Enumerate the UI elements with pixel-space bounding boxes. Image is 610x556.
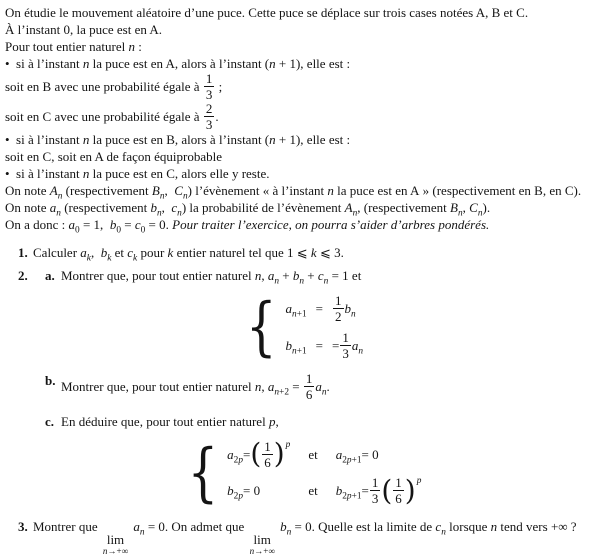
subscript: n <box>156 208 162 219</box>
item-letter: b. <box>45 373 56 388</box>
subscript: n <box>57 191 63 202</box>
exponent: p <box>285 439 291 450</box>
denominator: 3 <box>205 87 213 103</box>
text-run: Montrer que, pour tout entier naturel <box>61 268 255 283</box>
text-run: = <box>315 301 323 317</box>
left-paren: ( <box>250 437 262 471</box>
subscripted-var: $b_n$ <box>150 200 162 219</box>
subscripted-var: $c_k$ <box>127 245 138 264</box>
text-line <box>5 148 604 165</box>
text-run: = 1, <box>79 217 110 232</box>
subscript: n+1 <box>292 309 307 320</box>
subscripted-var: $a_{n+2}$ <box>267 379 289 398</box>
item-content <box>33 244 604 264</box>
subscript: n <box>56 208 61 219</box>
text-line <box>5 38 604 55</box>
math-var: n <box>327 183 334 198</box>
text-run: = <box>315 337 323 353</box>
system-rows <box>227 437 422 507</box>
text-run: On note <box>5 200 50 215</box>
math-var: k <box>167 245 174 260</box>
fraction <box>204 72 215 102</box>
text-run: • si à l’instant <box>5 132 83 147</box>
left-brace: { <box>245 290 277 364</box>
denominator: 3 <box>205 116 213 132</box>
math-var: k <box>310 245 317 260</box>
item-content <box>61 267 604 287</box>
text-run: = 0. On admet que <box>144 518 248 534</box>
limit-underscript: n→+∞ <box>102 545 129 556</box>
math-var: p <box>268 413 276 429</box>
text-line <box>5 21 604 38</box>
text-run: ⩽ 3. <box>316 245 344 260</box>
equation-cell <box>335 446 422 466</box>
text-run: On a donc : <box>5 217 69 232</box>
subscript: n <box>159 191 165 202</box>
denominator: 3 <box>342 345 349 361</box>
limit-underscript: n→+∞ <box>249 545 275 556</box>
equation-cell <box>227 437 291 471</box>
text-run: = <box>288 379 303 395</box>
math-var: n <box>254 268 262 283</box>
subscripted-var: $c_n$ <box>317 268 329 287</box>
text-run: la puce est en B, alors à l’instant ( <box>89 132 270 147</box>
subscripted-var: $A_n$ <box>344 200 358 219</box>
subscripted-var: $c_0$ <box>134 217 146 236</box>
list-item <box>5 413 604 430</box>
numerator: 1 <box>205 71 213 86</box>
text-run: Calculer <box>33 245 81 260</box>
text-run: , (respectivement <box>357 200 451 215</box>
numerator: 2 <box>205 100 213 116</box>
right-paren: ) <box>404 473 416 507</box>
limit-word: lim <box>106 531 125 547</box>
equation-cell <box>316 337 323 354</box>
text-run: la puce est en A, alors à l’instant ( <box>89 56 270 71</box>
text-run: On étudie le mouvement aléatoire d’une puce. Cette puce se déplace sur trois cases notées A, B et C. <box>5 5 529 20</box>
text-run: Montrer que, pour tout entier naturel <box>61 379 255 395</box>
text-line <box>5 131 604 148</box>
subscripted-var: $c_n$ <box>171 200 182 219</box>
fraction <box>370 476 381 506</box>
text-run: , <box>275 413 279 429</box>
text-run: lorsque <box>445 518 491 534</box>
text-run: tend vers +∞ ? <box>497 518 577 534</box>
item-letter: c. <box>45 413 55 429</box>
item-content <box>33 518 604 556</box>
subscripted-var: $a_n$ <box>49 200 61 219</box>
math-var: n <box>82 132 90 147</box>
denominator: 3 <box>371 491 379 507</box>
text-run: . <box>215 108 219 124</box>
subscript: 2p <box>233 455 244 466</box>
item-number: 2. <box>18 268 28 283</box>
item-number <box>18 372 33 402</box>
item-number: 1. <box>18 245 28 260</box>
subscript: 2p+1 <box>342 491 362 502</box>
text-run: = <box>361 483 369 499</box>
text-run: + <box>304 268 318 283</box>
subscript: n <box>351 309 356 320</box>
subscripted-var: $b_n$ <box>344 301 356 320</box>
item-letter: a. <box>45 268 55 283</box>
text-run: Montrer que <box>33 518 101 534</box>
text-run: = 0 <box>243 483 261 499</box>
text-run: = <box>120 217 135 232</box>
subscripted-var: $b_k$ <box>100 245 112 264</box>
subscripted-var: $b_{n+1}$ <box>285 337 307 357</box>
text-run: , <box>90 245 101 260</box>
text-run: ) la probabilité de l’évènement <box>181 200 345 215</box>
paren-fraction <box>381 473 422 507</box>
text-line <box>5 165 604 182</box>
text-line <box>5 55 604 72</box>
equation-cell <box>227 482 290 502</box>
equation-cell <box>285 337 307 357</box>
text-line <box>5 199 604 219</box>
text-run: ) l’évènement « à l’instant <box>187 183 328 198</box>
text-run: entier naturel tel que 1 ⩽ <box>173 245 311 260</box>
item-number <box>18 413 33 430</box>
subscripted-var: $a_n$ <box>133 518 145 538</box>
limit <box>250 533 275 556</box>
exponent: p <box>416 476 422 486</box>
text-run: Pour tout entier naturel <box>5 39 129 54</box>
text-run: . <box>326 379 330 395</box>
text-run: • si à l’instant <box>5 166 83 181</box>
subscripted-var: $c_n$ <box>435 518 446 538</box>
numerator: 1 <box>305 371 313 386</box>
subscript: n <box>352 208 358 219</box>
paren-fraction <box>250 437 291 471</box>
text-run: ). <box>482 200 491 215</box>
subscripted-var: $C_n$ <box>174 183 188 202</box>
math-var: n <box>128 39 135 54</box>
list-item <box>5 518 604 556</box>
subscript: k <box>133 253 138 264</box>
item-number: 3. <box>18 518 28 534</box>
numerator: 1 <box>395 475 402 490</box>
equation-cell <box>335 473 422 507</box>
subscripted-var: $b_{2p}$ <box>227 483 244 502</box>
subscripted-var: $a_{n+1}$ <box>285 301 307 320</box>
math-var: n <box>490 518 498 534</box>
subscript: 0 <box>140 225 146 236</box>
text-line <box>5 182 604 202</box>
text-run: = <box>332 337 340 353</box>
subscripted-var: $a_n$ <box>315 379 327 398</box>
equation-cell <box>332 294 363 324</box>
text-run: , <box>164 183 175 198</box>
fraction <box>262 440 273 470</box>
italic-text: Pour traiter l’exercice, on pourra s’aider d’arbres pondérés. <box>172 217 490 232</box>
subscript: n <box>358 346 364 357</box>
equation-system <box>5 290 604 364</box>
subscript: k <box>107 253 112 264</box>
subscript: n+1 <box>292 346 307 357</box>
subscripted-var: $b_n$ <box>280 518 292 538</box>
list-item <box>5 372 604 402</box>
text-run: , <box>462 200 470 215</box>
text-line <box>5 72 604 102</box>
denominator: 6 <box>264 454 271 470</box>
text-run: , <box>261 268 268 283</box>
equation-system <box>5 435 604 510</box>
subscript: n <box>182 191 188 202</box>
text-line <box>5 4 604 21</box>
fraction <box>340 331 351 361</box>
numerator: 1 <box>342 329 349 345</box>
system-rows <box>286 294 363 360</box>
text-run: : <box>134 39 142 54</box>
subscript: 2p <box>233 491 244 502</box>
fraction <box>304 372 315 402</box>
text-run: = 1 et <box>328 268 362 283</box>
text-run: et <box>308 446 318 462</box>
text-run: pour <box>137 245 168 260</box>
text-run: = 0. <box>145 217 173 232</box>
left-brace: { <box>187 435 219 510</box>
equation-cell <box>332 331 363 361</box>
subscripted-var: $a_0$ <box>68 217 80 236</box>
subscript: n <box>321 387 327 398</box>
subscripted-var: $A_n$ <box>49 183 63 202</box>
denominator: 2 <box>335 309 342 325</box>
text-run: + <box>279 268 293 283</box>
text-run: On note <box>5 183 50 198</box>
fraction <box>393 476 404 506</box>
subscript: 0 <box>116 225 121 236</box>
text-run: = 0 <box>361 446 379 462</box>
text-run: soit en C avec une probabilité égale à <box>5 108 203 124</box>
math-var: n <box>269 56 276 71</box>
subscript: 0 <box>75 225 80 236</box>
denominator: 6 <box>395 491 402 507</box>
limit <box>103 533 128 556</box>
text-run: ; <box>215 79 223 95</box>
math-var: n <box>82 56 90 71</box>
text-run: soit en C, soit en A de façon équiprobable <box>5 149 222 164</box>
math-var: n <box>82 166 90 181</box>
subscript: n <box>441 527 446 538</box>
subscripted-var: $a_n$ <box>267 268 280 287</box>
text-run: soit en B avec une probabilité égale à <box>5 79 203 95</box>
subscript: n <box>457 208 463 219</box>
right-paren: ) <box>273 437 285 471</box>
text-line <box>5 216 604 236</box>
subscript: k <box>86 253 91 264</box>
text-line <box>5 102 604 132</box>
subscript: n <box>477 208 483 219</box>
equation-cell <box>308 482 317 499</box>
subscript: 2p+1 <box>342 455 362 466</box>
list-item <box>5 267 604 287</box>
subscript: n+2 <box>274 387 289 398</box>
text-run: • si à l’instant <box>5 56 83 71</box>
equation-cell <box>316 300 323 317</box>
text-run: + 1), elle est : <box>275 56 351 71</box>
text-run: , <box>261 379 268 395</box>
subscripted-var: $a_{2p}$ <box>227 446 244 466</box>
text-run: et <box>308 483 318 499</box>
text-run: = 0. Quelle est la limite de <box>291 518 436 534</box>
text-run: et <box>111 245 128 260</box>
subscript: n <box>139 527 145 538</box>
fraction <box>333 294 344 324</box>
text-run: = <box>243 446 251 462</box>
text-run: la puce est en A » (respectivement en B, en C). <box>333 183 582 198</box>
subscripted-var: $a_k$ <box>80 245 91 264</box>
text-run: À l’instant 0, la puce est en A. <box>5 22 163 37</box>
subscript: n <box>177 208 182 219</box>
subscripted-var: $B_n$ <box>450 200 463 219</box>
equation-cell <box>308 446 317 463</box>
numerator: 1 <box>371 475 379 490</box>
math-var: n <box>269 132 276 147</box>
text-run: + 1), elle est : <box>275 132 351 147</box>
item-content <box>61 413 604 430</box>
subscript: n <box>286 527 292 538</box>
subscript: n <box>299 276 305 287</box>
list-item <box>5 244 604 264</box>
numerator: 1 <box>264 438 271 454</box>
fraction <box>204 102 215 132</box>
denominator: 6 <box>305 387 313 403</box>
subscripted-var: $C_n$ <box>469 200 483 219</box>
limit-word: lim <box>253 531 271 547</box>
item-content <box>61 372 604 402</box>
subscript: n <box>274 276 280 287</box>
subscripted-var: $a_n$ <box>351 337 364 357</box>
subscripted-var: $B_n$ <box>151 183 165 202</box>
subscripted-var: $b_{2p+1}$ <box>335 483 362 502</box>
text-run: la puce est en C, alors elle y reste. <box>89 166 270 181</box>
text-run: (respectivement <box>62 183 152 198</box>
text-run: , <box>161 200 172 215</box>
math-var: n <box>254 379 262 395</box>
left-paren: ( <box>381 473 393 507</box>
text-run: (respectivement <box>60 200 151 215</box>
subscripted-var: $b_0$ <box>109 217 121 236</box>
subscripted-var: $b_n$ <box>292 268 305 287</box>
equation-cell <box>285 300 307 320</box>
numerator: 1 <box>335 293 342 308</box>
subscript: n <box>323 276 329 287</box>
text-run: En déduire que, pour tout entier naturel <box>61 413 269 429</box>
subscripted-var: $a_{2p+1}$ <box>335 446 362 466</box>
